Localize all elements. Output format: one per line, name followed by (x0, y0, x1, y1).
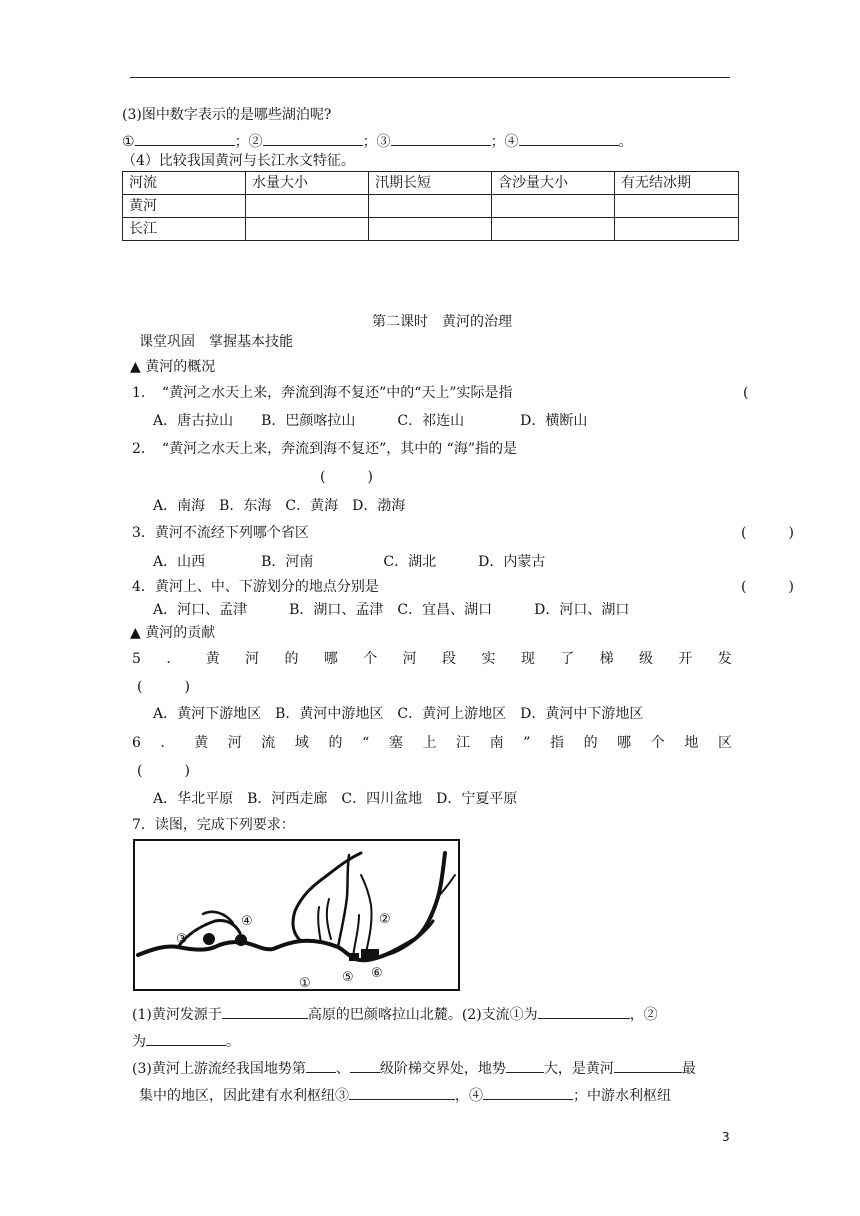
table-header: 水量大小 (246, 172, 369, 195)
heading-overview: ▲ 黄河的概况 (130, 359, 216, 375)
q3-options: A．山西 B．河南 C．湖北 D．内蒙古 (153, 554, 546, 570)
q6-options: A．华北平原 B．河西走廊 C．四川盆地 D．宁夏平原 (153, 791, 518, 807)
table-cell (369, 195, 492, 218)
q5-stem: 5 ． 黄 河 的 哪 个 河 段 实 现 了 梯 级 开 发 (132, 651, 732, 667)
header-rule (130, 77, 730, 78)
q5-paren: ( ) (137, 679, 190, 695)
hydrology-table (122, 171, 739, 241)
fill-line-4: 集中的地区，因此建有水利枢纽③ ，④ ；中游水利枢纽 (139, 1085, 671, 1105)
q1-stem: 1． “黄河之水天上来，奔流到海不复还”中的“天上”实际是指 (132, 385, 513, 401)
q2-stem: 2． “黄河之水天上来，奔流到海不复还”，其中的 “海”指的是 (132, 441, 517, 457)
q4-stem: 4．黄河上、中、下游划分的地点分别是 (132, 579, 379, 595)
q2-options: A．南海 B．东海 C．黄海 D．渤海 (153, 498, 406, 514)
map-label-6: ⑥ (371, 966, 383, 981)
q7-stem: 7．读图，完成下列要求： (132, 817, 295, 833)
table-cell: 长江 (123, 218, 246, 241)
page-number: 3 (722, 1130, 730, 1144)
q4-paren: ( ) (741, 579, 794, 595)
q3-paren: ( ) (741, 525, 794, 541)
table-cell (246, 218, 369, 241)
table-header: 河流 (123, 172, 246, 195)
map-label-5: ⑤ (342, 970, 354, 985)
yellow-river-map (133, 839, 460, 991)
q2-paren: ( ) (320, 469, 373, 485)
lakes-answer-line: ① ；② ；③ ；④ 。 (122, 131, 633, 151)
lakes-question: (3)图中数字表示的是哪些湖泊呢? (122, 107, 332, 123)
table-cell (246, 195, 369, 218)
q6-paren: ( ) (137, 763, 190, 779)
table-header: 汛期长短 (369, 172, 492, 195)
lake-6 (361, 949, 379, 959)
section-title: 第二课时 黄河的治理 (372, 314, 512, 330)
map-label-3: ③ (176, 932, 188, 947)
table-row (123, 195, 739, 218)
q3-stem: 3．黄河不流经下列哪个省区 (132, 525, 309, 541)
table-cell: 黄河 (123, 195, 246, 218)
fill-line-3: (3)黄河上游流经我国地势第 、 级阶梯交界处，地势 大，是黄河 最 (132, 1058, 696, 1078)
table-header: 有无结冰期 (615, 172, 739, 195)
lake-4 (235, 934, 247, 946)
q6-stem: 6 ． 黄 河 流 域 的 “ 塞 上 江 南 ” 指 的 哪 个 地 区 (132, 735, 732, 751)
table-cell (369, 218, 492, 241)
map-label-1: ① (299, 976, 311, 991)
table-row (123, 218, 739, 241)
map-frame (134, 840, 459, 990)
table-cell (615, 218, 739, 241)
fill-line-1: (1)黄河发源于 高原的巴颜喀拉山北麓。(2)支流①为 ，② (132, 1004, 658, 1024)
table-cell (615, 195, 739, 218)
heading-contribution: ▲ 黄河的贡献 (130, 625, 216, 641)
lake-3 (203, 933, 215, 945)
map-label-2: ② (379, 912, 391, 927)
q4-options: A．河口、孟津 B．湖口、孟津 C．宜昌、湖口 D．河口、湖口 (153, 602, 630, 618)
q5-options: A．黄河下游地区 B．黄河中游地区 C．黄河上游地区 D．黄河中下游地区 (153, 706, 644, 722)
section-subtitle: 课堂巩固 掌握基本技能 (139, 334, 293, 350)
lake-5 (349, 953, 359, 961)
compare-question: （4）比较我国黄河与长江水文特征。 (122, 153, 355, 169)
q1-paren: ( (743, 385, 749, 401)
table-header-row (123, 172, 739, 195)
table-cell (492, 218, 615, 241)
map-label-4: ④ (241, 914, 253, 929)
fill-line-2: 为 。 (132, 1031, 240, 1051)
q1-options: A．唐古拉山 B．巴颜喀拉山 C．祁连山 D．横断山 (153, 413, 588, 429)
table-cell (492, 195, 615, 218)
table-header: 含沙量大小 (492, 172, 615, 195)
